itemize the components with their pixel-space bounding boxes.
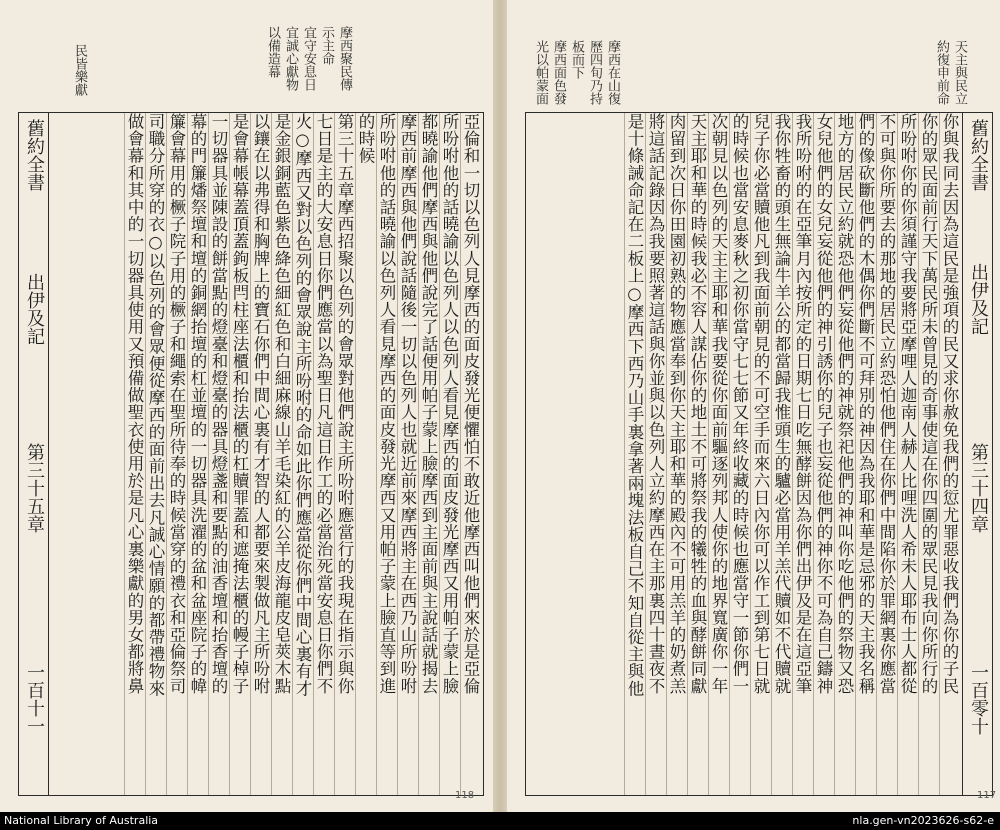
left-text-columns: [51, 113, 481, 795]
text-line: 肉留到次日你田園初熟的物應當奉到你天主耶和華的殿內不可用羔羊的奶煮羔: [666, 113, 687, 795]
text-line: 兒子你必當贖他凡到我面前朝見的不可空手而來六日內你可以作工到第七日就: [750, 113, 771, 795]
text-line: 第三十五章摩西招聚以色列的會眾對他們說主所吩咐應當行的我現在指示與你: [334, 113, 355, 795]
right-text-frame: [525, 112, 993, 796]
folio-mark: 118: [455, 790, 475, 801]
margin-note-3: 宜誠心獻物: [283, 26, 298, 91]
right-running-header: [962, 113, 992, 795]
margin-note-6: 摩西面色發: [551, 40, 566, 105]
text-line: 所吩咐你的你須謹守我要將亞摩哩人迦南人赫人比哩洗人希未人耶布士人都從: [897, 113, 918, 795]
section-title: 出伊及記: [968, 263, 989, 335]
text-line: 將這話記錄因為我要照著這話與你並與以色列人立約摩西在主那裏四十晝夜不: [645, 113, 666, 795]
library-credit: National Library of Australia: [4, 814, 159, 827]
text-line: 是會幕帳幕蓋頂蓋鉤板閂柱座法櫃和抬法櫃的杠贖罪蓋和遮掩法櫃的幔子棹子: [229, 113, 250, 795]
margin-note-3: 摩西在山復: [605, 40, 620, 105]
text-line: 以鑲在以弗得和胸牌上的寶石你們中間心裏有才智的人都要來製做凡主所吩咐: [250, 113, 271, 795]
margin-note-1: 民皆樂獻: [72, 44, 87, 96]
margin-note-5: 板而下: [569, 40, 584, 79]
margin-note-4: 歷四旬乃持: [587, 40, 602, 105]
margin-note-1: 天主與民立: [952, 40, 967, 105]
text-line: 你的眾民面前行天下萬民所未曾見的奇事使這在你四圍的眾民見我向你所行的: [918, 113, 939, 795]
text-line: 們的像砍斷他們的木偶你們斷不可拜別的神因為我耶和華是忌邪的天主我名稱: [855, 113, 876, 795]
text-line: 是十條誡命記在二板上○摩西下西乃山手裏拿著兩塊法板自己不知自從主與他: [624, 113, 645, 795]
text-line: 都曉諭他們摩西與他們說完了話便用帕子蒙上臉摩西到主面前與主說話就揭去: [418, 113, 439, 795]
text-line: 你與我同去因為這民是強項的民又求你赦免我們的愆尤罪惡收我們為你的子民: [939, 113, 960, 795]
text-line: 火○摩西又對以色列的會眾說主所吩咐的命如此你們應當從你們中間心裏有才: [292, 113, 313, 795]
text-line: 一切器具並陳設的餅當點的燈臺和燈臺的器具燈盞和要點的油香壇和抬香壇的: [208, 113, 229, 795]
page-number: 一百零十: [968, 663, 989, 735]
margin-note-2: 以備造幕: [265, 26, 280, 78]
margin-note-7: 光以帕蒙面: [533, 40, 548, 105]
book-title: 舊約全書: [24, 119, 45, 191]
margin-note-6: 摩西聚民傳: [337, 26, 352, 91]
text-line: 我你牲畜的頭生無論牛羊公的都當歸我惟頭生的驢必當用羊羔代贖如不代贖就: [771, 113, 792, 795]
page-number: 一百十一: [24, 663, 45, 735]
text-line: 地方的居民立約就恐他們妄從他們的神就祭祀他們的神叫你吃他們的祭物又恐: [834, 113, 855, 795]
text-line: 七日是主的大安息日你們應當以為聖日凡這日作工的必當治死當安息日你們不: [313, 113, 334, 795]
text-line: 所吩咐他的話曉諭以色列人以色列人看見摩西的面皮發光摩西又用帕子蒙上臉: [439, 113, 460, 795]
right-text-columns: [528, 113, 960, 795]
scan-identifier: nla.gen-vn2023626-s62-e: [852, 814, 994, 827]
text-line: 女兒他們的女兒妄從他們的神引誘你的兒子也妄從他們的神你不可為自己鑄神: [813, 113, 834, 795]
text-line: 是金銀銅藍色紫色絳色細紅色和白細麻線山羊毛染紅的公羊皮海龍皮皂莢木點: [271, 113, 292, 795]
text-line: 簾會幕用的橛子院子用的橛子和繩索在聖所待奉的時候當穿的禮衣和亞倫祭司: [166, 113, 187, 795]
text-line: 不可與你所要去的那地的居民立約恐怕他們住在你們中間陷你於罪網裏你應當: [876, 113, 897, 795]
text-line: 次朝見以色列的天主主耶和華我要從你面前驅逐列邦人使你的地界寬廣你一年: [708, 113, 729, 795]
margin-note-4: 宜守安息日: [301, 26, 316, 91]
text-line: 摩西前摩西與他們說話隨後一切以色列人也就近前來摩西將主在西乃山所吩咐: [397, 113, 418, 795]
book-gutter: [493, 0, 507, 812]
section-title: 出伊及記: [24, 273, 45, 345]
text-line: 幕的門簾燔祭壇和壇的銅網抬壇的杠並壇的一切器具洗濯的盆和盆座院子的幃: [187, 113, 208, 795]
text-line: 司職分所穿的衣○以色列的會眾便從摩西的面前出去凡誠心情願的都帶禮物來: [145, 113, 166, 795]
text-line: 做會幕和其中的一切器具使用又預備做聖衣使用於是凡心裏樂獻的男女都將鼻: [124, 113, 145, 795]
scan-footer: [0, 812, 1000, 830]
left-page: [0, 0, 493, 812]
right-page: [507, 0, 1000, 812]
text-line: 亞倫和一切以色列人見摩西的面皮發光便懼怕不敢近他摩西叫他們來於是亞倫: [460, 113, 481, 795]
chapter-label: 第三十五章: [24, 443, 45, 533]
text-line: 所吩咐他的話曉諭以色列人看見摩西的面皮發光摩西又用帕子蒙上臉直等到進: [376, 113, 397, 795]
chapter-label: 第三十四章: [968, 443, 989, 533]
text-line: 天主耶和華的時候我必不容人謀佔你的地土不可將祭我的犧牲的血與酵餅同獻: [687, 113, 708, 795]
text-line: 的時候: [355, 113, 376, 795]
margin-note-5: 示主命: [319, 26, 334, 65]
left-running-header: [19, 113, 49, 795]
text-line: 的時候也當安息麥秋之初你當守七七節又年終收藏的時候也應當守一節你們一: [729, 113, 750, 795]
text-line: 我所吩咐的在亞筆月內按所定的日期七日吃無酵餅因為你們出伊及是在這亞筆: [792, 113, 813, 795]
folio-mark: 117: [977, 790, 997, 801]
left-text-frame: [18, 112, 484, 796]
book-title: 舊約全書: [968, 119, 989, 191]
margin-note-2: 約復申前命: [934, 40, 949, 105]
